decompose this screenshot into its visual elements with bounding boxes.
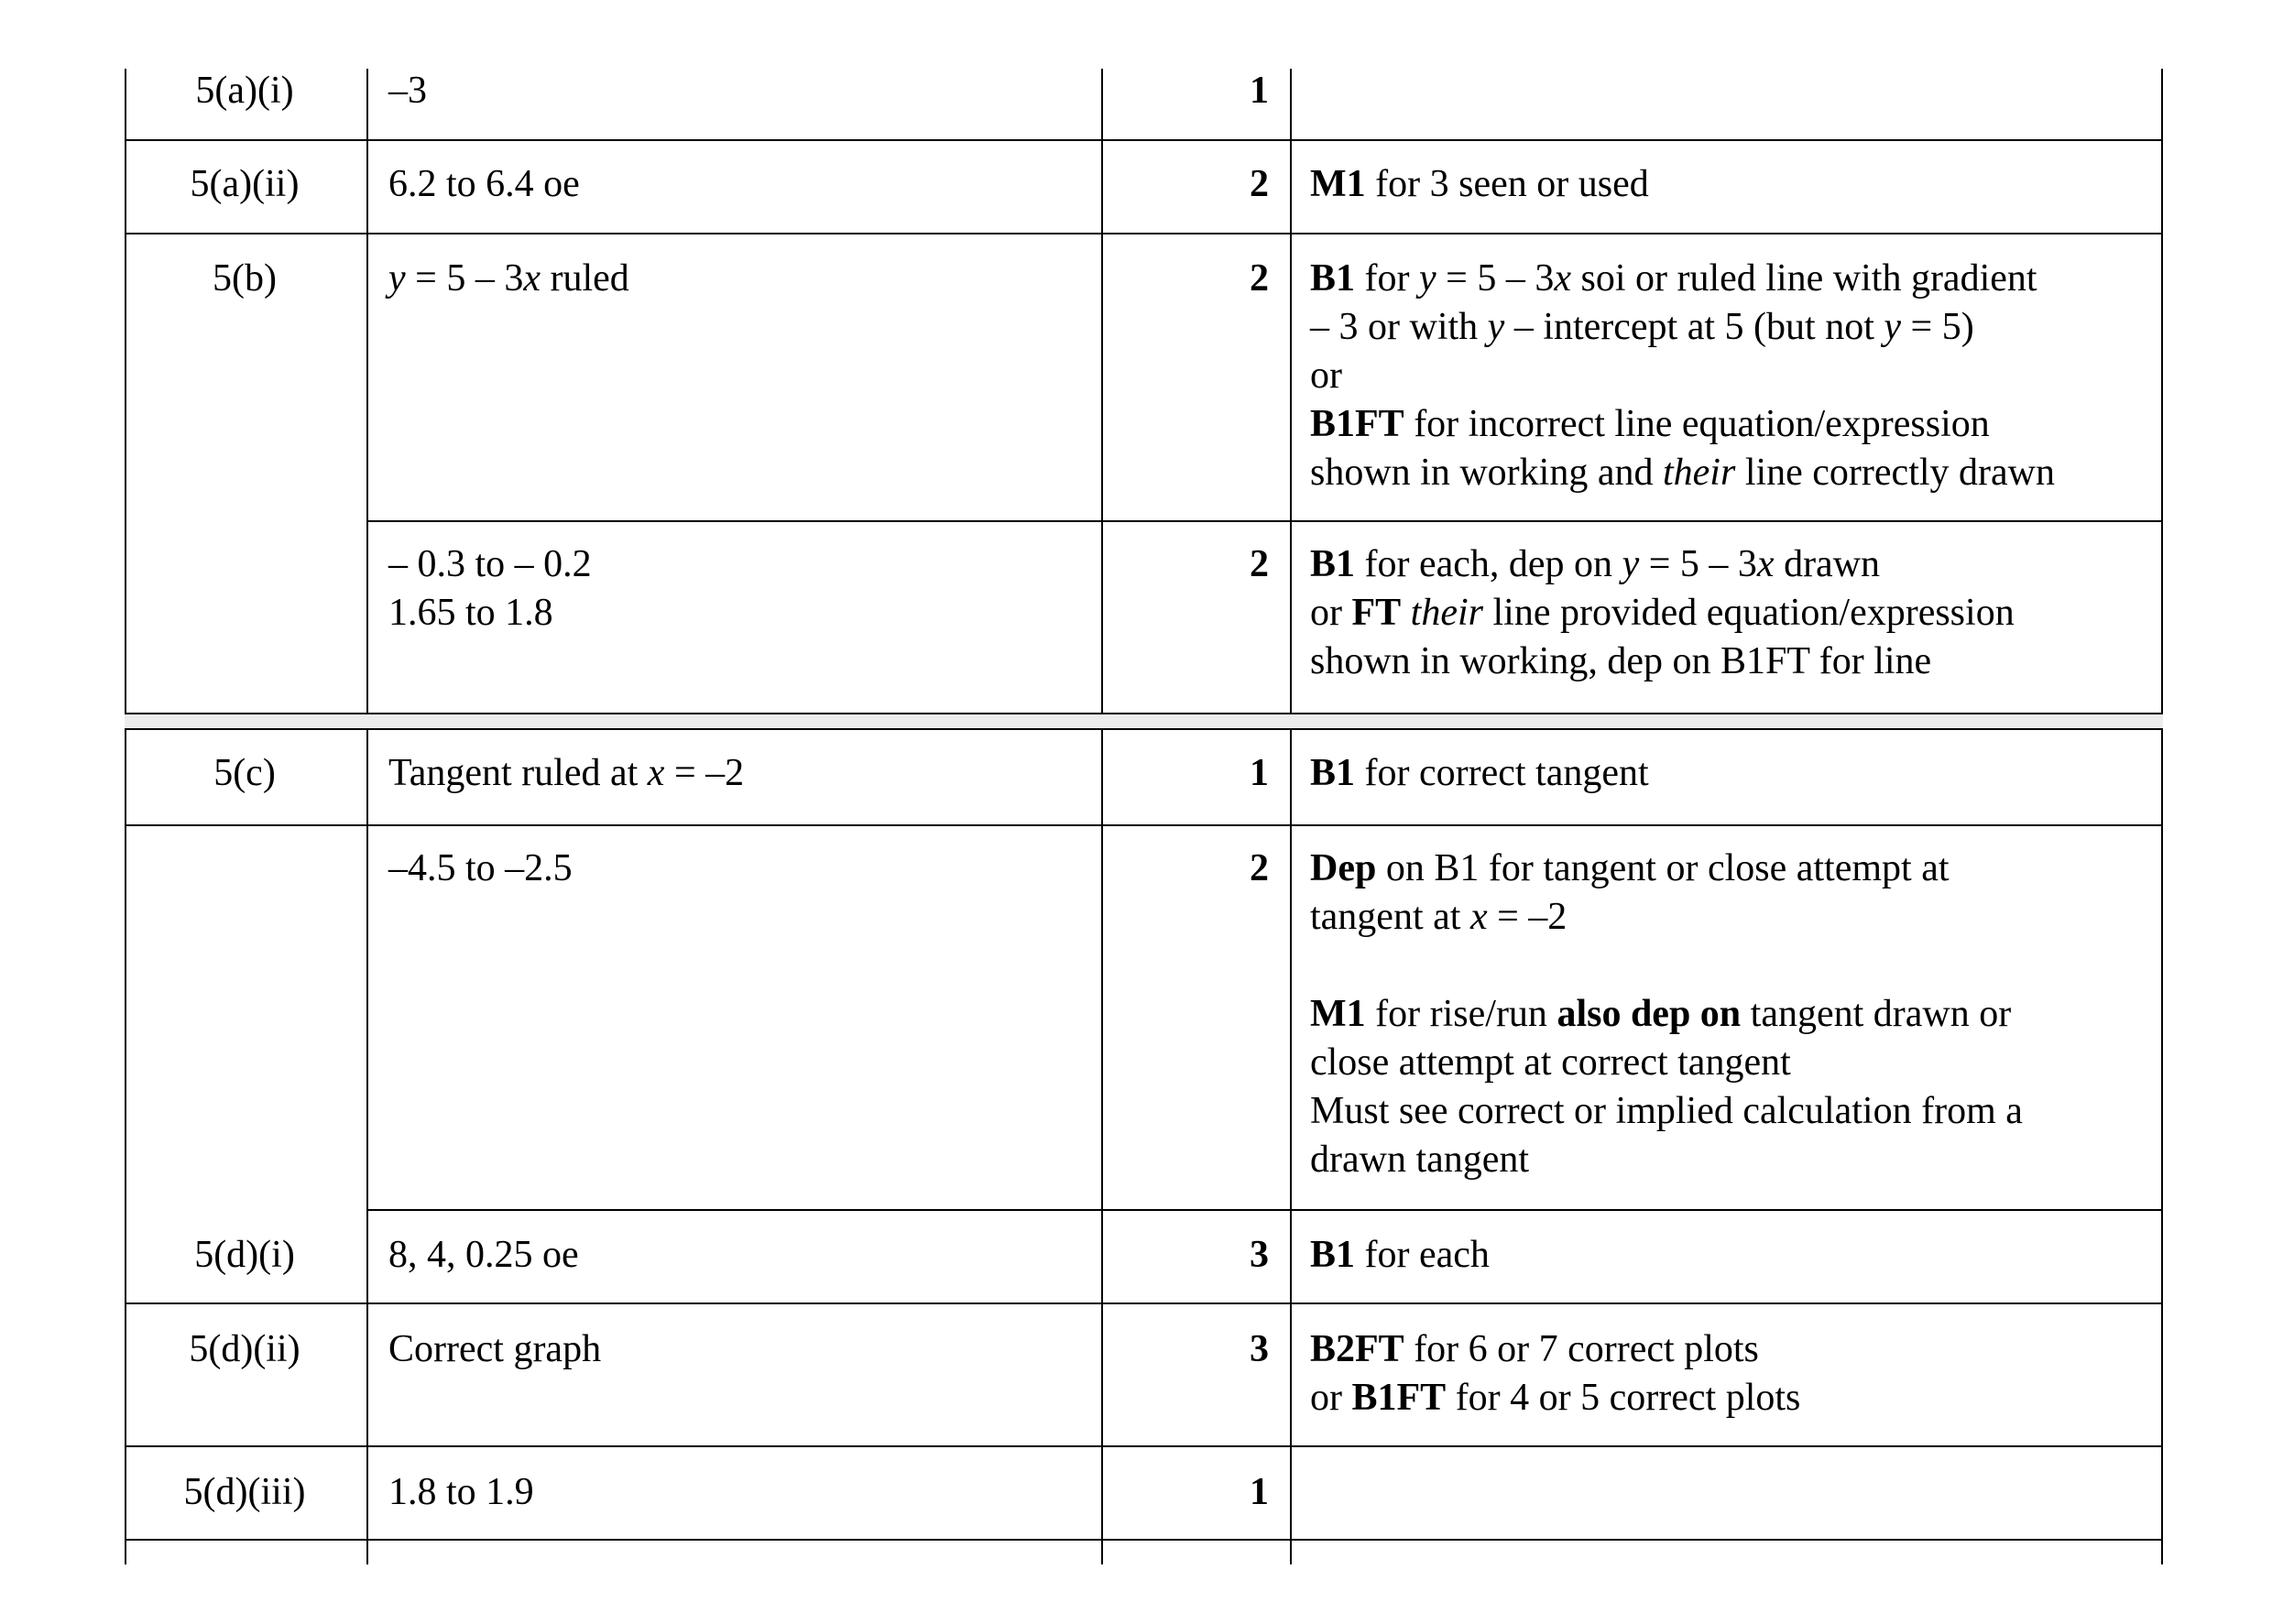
text-run: for incorrect line equation/expression [1404, 403, 1990, 445]
column-border [1290, 69, 1292, 1564]
answer-line: 6.2 to 6.4 oe [388, 163, 580, 205]
table-rule [125, 233, 2163, 234]
text-run: B2FT [1310, 1328, 1404, 1370]
text-run: B1 [1310, 257, 1356, 300]
answer-line: 1.65 to 1.8 [388, 592, 553, 634]
text-run: = –2 [664, 752, 745, 794]
text-run: or [1310, 592, 1352, 634]
guidance-line [1310, 1039, 1791, 1087]
text-run: tangent drawn or [1741, 993, 2012, 1035]
text-run: FT [1351, 592, 1402, 634]
table-rule [125, 728, 2163, 730]
text-run: B1 [1310, 543, 1356, 585]
text-run: shown in working and [1310, 452, 1663, 494]
question-part-label: 5(b) [213, 257, 277, 300]
question-part-label: 5(d)(i) [194, 1234, 295, 1276]
guidance-line [1310, 589, 2015, 638]
marks-value: 1 [1250, 752, 1269, 794]
text-run: for 4 or 5 correct plots [1446, 1377, 1801, 1419]
question-part-label: 5(d)(iii) [183, 1471, 306, 1513]
text-run: y [1622, 543, 1640, 585]
answer-line: 1.8 to 1.9 [388, 1471, 534, 1513]
guidance-line [1310, 540, 1880, 589]
answer-line: –3 [388, 70, 427, 112]
text-run: or [1310, 1377, 1352, 1419]
question-part-label: 5(c) [213, 752, 276, 794]
guidance-line [1310, 1087, 2023, 1136]
answer-line [388, 749, 744, 798]
guidance-line [1310, 1374, 1800, 1422]
text-run: x [523, 257, 541, 300]
text-run: B1 [1310, 1234, 1356, 1276]
text-run: y [1419, 257, 1436, 300]
text-run: for [1355, 257, 1419, 300]
text-run: or [1310, 354, 1342, 397]
text-run: = 5 – 3 [1436, 257, 1555, 300]
text-run: tangent at [1310, 896, 1470, 938]
text-run: x [647, 752, 665, 794]
text-run: – 3 or with [1310, 306, 1488, 348]
table-rule [125, 1302, 2163, 1304]
text-run: close attempt at correct tangent [1310, 1041, 1791, 1084]
text-run: for each [1355, 1234, 1490, 1276]
text-run: Must see correct or implied calculation from a [1310, 1090, 2023, 1132]
text-run: M1 [1310, 993, 1366, 1035]
answer-line: Correct graph [388, 1328, 602, 1370]
text-run: = 5) [1901, 306, 1974, 348]
table-rule [125, 824, 2163, 826]
text-run: M1 [1310, 163, 1366, 205]
text-run: for each, dep on [1355, 543, 1622, 585]
text-run: y [1884, 306, 1902, 348]
text-run: their [1410, 592, 1483, 634]
text-run: B1FT [1310, 403, 1404, 445]
table-rule [125, 1539, 2163, 1541]
marks-value: 2 [1250, 847, 1269, 889]
marks-value: 2 [1250, 257, 1269, 300]
text-run: B1FT [1351, 1377, 1447, 1419]
text-run: Tangent ruled at [388, 752, 648, 794]
page-break-band [125, 714, 2163, 728]
answer-line: 8, 4, 0.25 oe [388, 1234, 579, 1276]
text-run: B1 [1310, 752, 1356, 794]
guidance-line [1310, 160, 1649, 209]
table-rule [366, 1209, 2163, 1211]
text-run: – intercept at 5 (but not [1504, 306, 1884, 348]
guidance-line [1310, 638, 1931, 686]
table-rule [125, 1445, 2163, 1447]
text-run: = –2 [1487, 896, 1567, 938]
marks-value: 3 [1250, 1234, 1269, 1276]
column-border [366, 69, 368, 1564]
text-run: line correctly drawn [1735, 452, 2055, 494]
guidance-line [1310, 990, 2011, 1039]
text-run: = 5 – 3 [405, 257, 524, 300]
guidance-line [1310, 749, 1649, 798]
guidance-line [1310, 1136, 1529, 1184]
text-run: drawn [1774, 543, 1881, 585]
guidance-line [1310, 1231, 1490, 1280]
guidance-line [1310, 303, 1974, 352]
text-run: their [1662, 452, 1736, 494]
text-run: for correct tangent [1355, 752, 1649, 794]
text-run: y [1487, 306, 1505, 348]
text-run: x [1756, 543, 1775, 585]
text-run: also dep on [1557, 993, 1742, 1035]
text-run: for rise/run [1365, 993, 1557, 1035]
text-run: for 6 or 7 correct plots [1404, 1328, 1759, 1370]
text-run: on B1 for tangent or close attempt at [1376, 847, 1950, 889]
marks-value: 2 [1250, 543, 1269, 585]
text-run: Dep [1310, 847, 1377, 889]
text-run [1401, 592, 1411, 634]
marks-value: 3 [1250, 1328, 1269, 1370]
text-run: x [1469, 896, 1488, 938]
text-run: x [1554, 257, 1571, 300]
table-rule [366, 520, 2163, 522]
guidance-line [1310, 400, 1990, 449]
text-run: line provided equation/expression [1483, 592, 2015, 634]
question-part-label: 5(a)(ii) [190, 163, 300, 205]
text-run: drawn tangent [1310, 1139, 1530, 1181]
text-run: y [388, 257, 406, 300]
marks-value: 1 [1250, 1471, 1269, 1513]
text-run: ruled [541, 257, 629, 300]
guidance-line [1310, 893, 1567, 942]
marks-value: 2 [1250, 163, 1269, 205]
guidance-line [1310, 449, 2055, 497]
table-rule [125, 139, 2163, 141]
column-border [2161, 69, 2163, 1564]
question-part-label: 5(a)(i) [195, 70, 294, 112]
text-run: soi or ruled line with gradient [1571, 257, 2037, 300]
answer-line [388, 255, 629, 303]
guidance-line [1310, 255, 2037, 303]
question-part-label: 5(d)(ii) [189, 1328, 300, 1370]
answer-line: –4.5 to –2.5 [388, 847, 573, 889]
text-run: for 3 seen or used [1365, 163, 1649, 205]
answer-line: – 0.3 to – 0.2 [388, 543, 592, 585]
text-run: shown in working, dep on B1FT for line [1310, 640, 1932, 682]
text-run: = 5 – 3 [1639, 543, 1757, 585]
guidance-line [1310, 1325, 1759, 1374]
marks-value: 1 [1250, 70, 1269, 112]
guidance-line [1310, 845, 1950, 893]
guidance-line [1310, 352, 1342, 400]
